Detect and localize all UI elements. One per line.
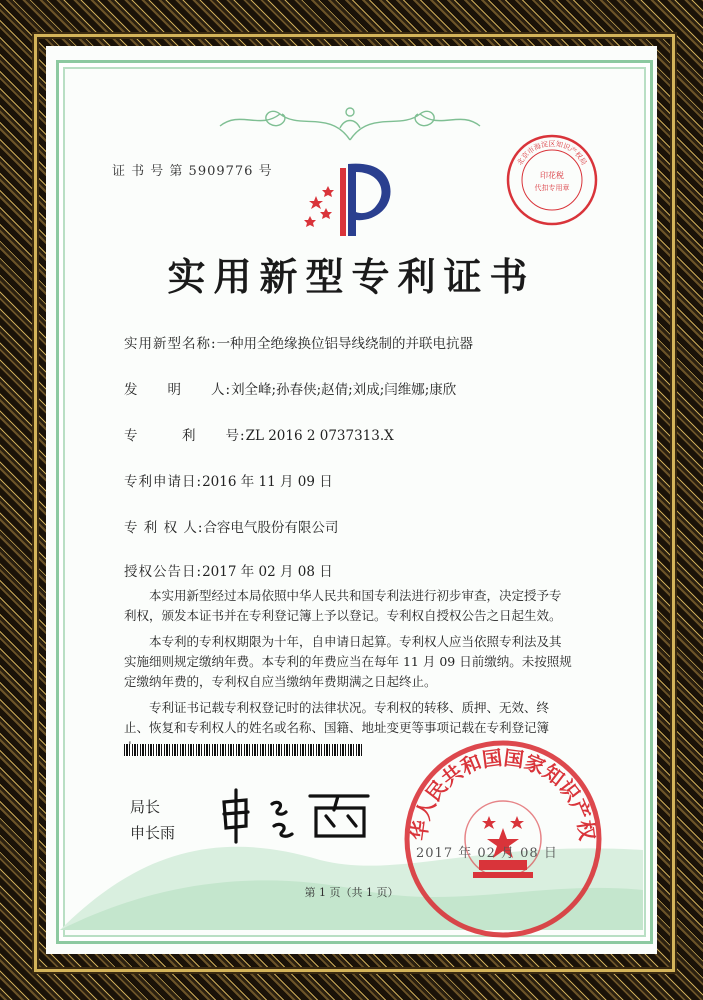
field-inventors: [124, 378, 456, 398]
legal-paragraph: 专利证书记载专利权登记时的法律状况。专利权的转移、质押、无效、终止、恢复和专利权人的姓名或名称、国籍、地址变更等事项记载在专利登记簿: [124, 700, 550, 735]
signatory-role: 局长: [130, 798, 161, 816]
certificate-number-value: 5909776: [188, 164, 254, 179]
barcode: [124, 744, 362, 756]
svg-text:印花税: 印花税: [540, 171, 564, 180]
signatory-name: 申长雨: [130, 824, 176, 842]
seal-date: 2017 年 02 月 08 日: [416, 846, 558, 861]
field-patent-number: [124, 424, 394, 444]
field-value: ZL 2016 2 0737313.X: [245, 428, 394, 444]
patent-office-logo: [296, 152, 416, 242]
field-label: 专利申请日:: [124, 474, 203, 490]
svg-text:中华人民共和国国家知识产权局: 华人民共和国国家知识产权: [406, 745, 600, 842]
field-patentee: [124, 516, 338, 536]
legal-paragraph: 本实用新型经过本局依照中华人民共和国专利法进行初步审查，决定授予专利权，颁发本证书并在专利登记簿上予以登记。专利权自授权公告之日起生效。: [124, 588, 562, 623]
field-value: 刘全峰;孙春侠;赵倩;刘成;闫维娜;康欣: [231, 382, 457, 398]
field-label: 专 利 权 人:: [124, 520, 204, 536]
field-value: 合容电气股份有限公司: [203, 520, 339, 536]
tax-stamp-seal: [504, 132, 600, 228]
field-application-date: [124, 470, 333, 490]
official-seal: [402, 738, 604, 940]
field-label: 实用新型名称:: [124, 336, 217, 352]
certificate-title: 实用新型专利证书: [167, 254, 536, 299]
handwritten-signature: [216, 786, 376, 846]
page-number: 第 1 页（共 1 页）: [304, 886, 399, 899]
field-label: 发 明 人:: [124, 382, 232, 398]
field-label: 专 利 号:: [124, 428, 246, 444]
field-utility-model-name: [124, 332, 473, 352]
field-value: 一种用全绝缘换位铝导线绕制的并联电抗器: [216, 336, 474, 352]
field-grant-date: [124, 560, 333, 580]
svg-text:北京市海淀区知识产权局: 北京市海淀区知识产权局: [515, 140, 589, 167]
field-value: 2017 年 02 月 08 日: [202, 564, 333, 580]
field-value: 2016 年 11 月 09 日: [202, 474, 333, 490]
certificate-number-suffix: 号: [258, 164, 273, 179]
certificate-number: [112, 160, 273, 179]
legal-paragraph: 本专利的专利权期限为十年，自申请日起算。专利权人应当依照专利法及其实施细则规定缴纳年费。本专利的年费应当在每年 11 月 09 日前缴纳。未按照规定缴纳年费的，专利权自应当缴纳年费期满之日起终止。: [124, 634, 572, 689]
field-label: 授权公告日:: [124, 564, 203, 580]
top-ornament: [200, 100, 500, 144]
certificate-number-label: 证 书 号 第: [112, 164, 184, 179]
svg-text:代扣专用章: 代扣专用章: [534, 184, 570, 192]
